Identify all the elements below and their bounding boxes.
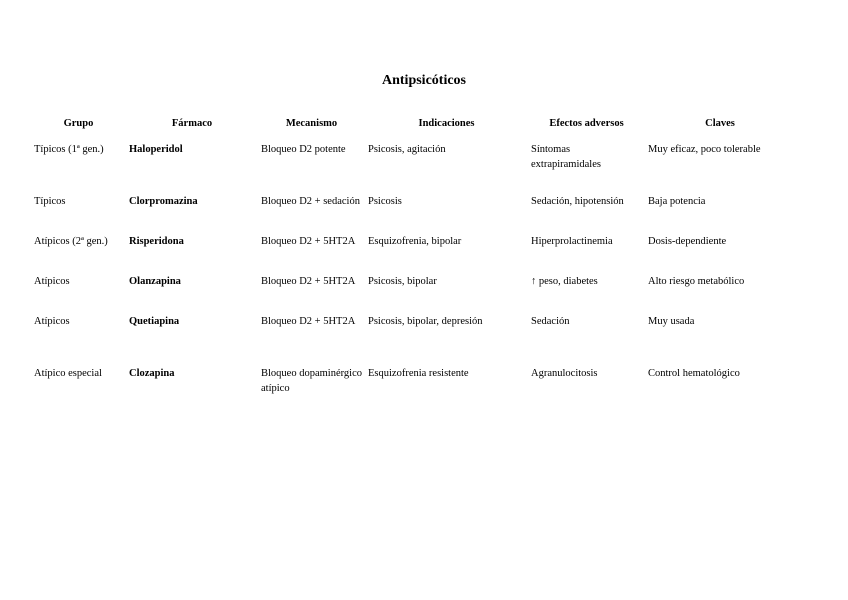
cell-efectos-adversos: Síntomas extrapiramidales: [531, 144, 601, 170]
cell-mecanismo: Bloqueo dopaminérgico atípico: [261, 368, 362, 394]
header-efectos-adversos: Efectos adversos: [549, 118, 624, 129]
cell-indicaciones: Psicosis: [368, 196, 402, 207]
table-row: [31, 314, 795, 366]
header-farmaco: Fármaco: [171, 118, 213, 129]
cell-farmaco: Haloperidol: [129, 144, 183, 155]
cell-indicaciones: Esquizofrenia, bipolar: [368, 236, 462, 247]
cell-farmaco: Clozapina: [129, 368, 175, 379]
table-row: [31, 366, 795, 411]
cell-efectos-adversos: Sedación, hipotensión: [531, 196, 624, 207]
cell-efectos-adversos: Agranulocitosis: [531, 368, 598, 379]
cell-grupo: Típicos: [34, 196, 66, 207]
cell-mecanismo: Bloqueo D2 + sedación: [261, 196, 360, 207]
document-title: Antipsicóticos: [382, 73, 466, 88]
header-mecanismo: Mecanismo: [285, 118, 338, 129]
cell-farmaco: Olanzapina: [129, 276, 181, 287]
cell-mecanismo: Bloqueo D2 + 5HT2A: [261, 316, 356, 327]
cell-claves: Alto riesgo metabólico: [648, 276, 745, 287]
cell-farmaco: Risperidona: [129, 236, 184, 247]
cell-claves: Baja potencia: [648, 196, 706, 207]
cell-claves: Muy usada: [648, 316, 695, 327]
cell-mecanismo: Bloqueo D2 potente: [261, 144, 346, 155]
cell-grupo: Atípico especial: [34, 368, 102, 379]
cell-claves: Muy eficaz, poco tolerable: [648, 144, 761, 155]
cell-claves: Control hematológico: [648, 368, 740, 379]
cell-mecanismo: Bloqueo D2 + 5HT2A: [261, 276, 356, 287]
table-header-row: [31, 116, 795, 142]
cell-mecanismo: Bloqueo D2 + 5HT2A: [261, 236, 356, 247]
cell-grupo: Atípicos (2ª gen.): [34, 236, 108, 247]
cell-indicaciones: Psicosis, agitación: [368, 144, 446, 155]
cell-efectos-adversos: ↑ peso, diabetes: [531, 276, 598, 287]
cell-farmaco: Clorpromazina: [129, 196, 198, 207]
cell-farmaco: Quetiapina: [129, 316, 180, 327]
cell-indicaciones: Esquizofrenia resistente: [368, 368, 469, 379]
table-row: [31, 234, 795, 274]
cell-efectos-adversos: Hiperprolactinemia: [531, 236, 613, 247]
header-indicaciones: Indicaciones: [418, 118, 475, 129]
antipsychotics-table: [31, 116, 795, 411]
table-row: [31, 194, 795, 234]
cell-indicaciones: Psicosis, bipolar, depresión: [368, 316, 483, 327]
header-grupo: Grupo: [63, 118, 94, 129]
cell-grupo: Atípicos: [34, 316, 70, 327]
table-row: [31, 142, 795, 194]
cell-efectos-adversos: Sedación: [531, 316, 570, 327]
cell-grupo: Típicos (1ª gen.): [34, 144, 104, 155]
cell-claves: Dosis-dependiente: [648, 236, 727, 247]
table-row: [31, 274, 795, 314]
cell-indicaciones: Psicosis, bipolar: [368, 276, 437, 287]
header-claves: Claves: [705, 118, 735, 129]
cell-grupo: Atípicos: [34, 276, 70, 287]
